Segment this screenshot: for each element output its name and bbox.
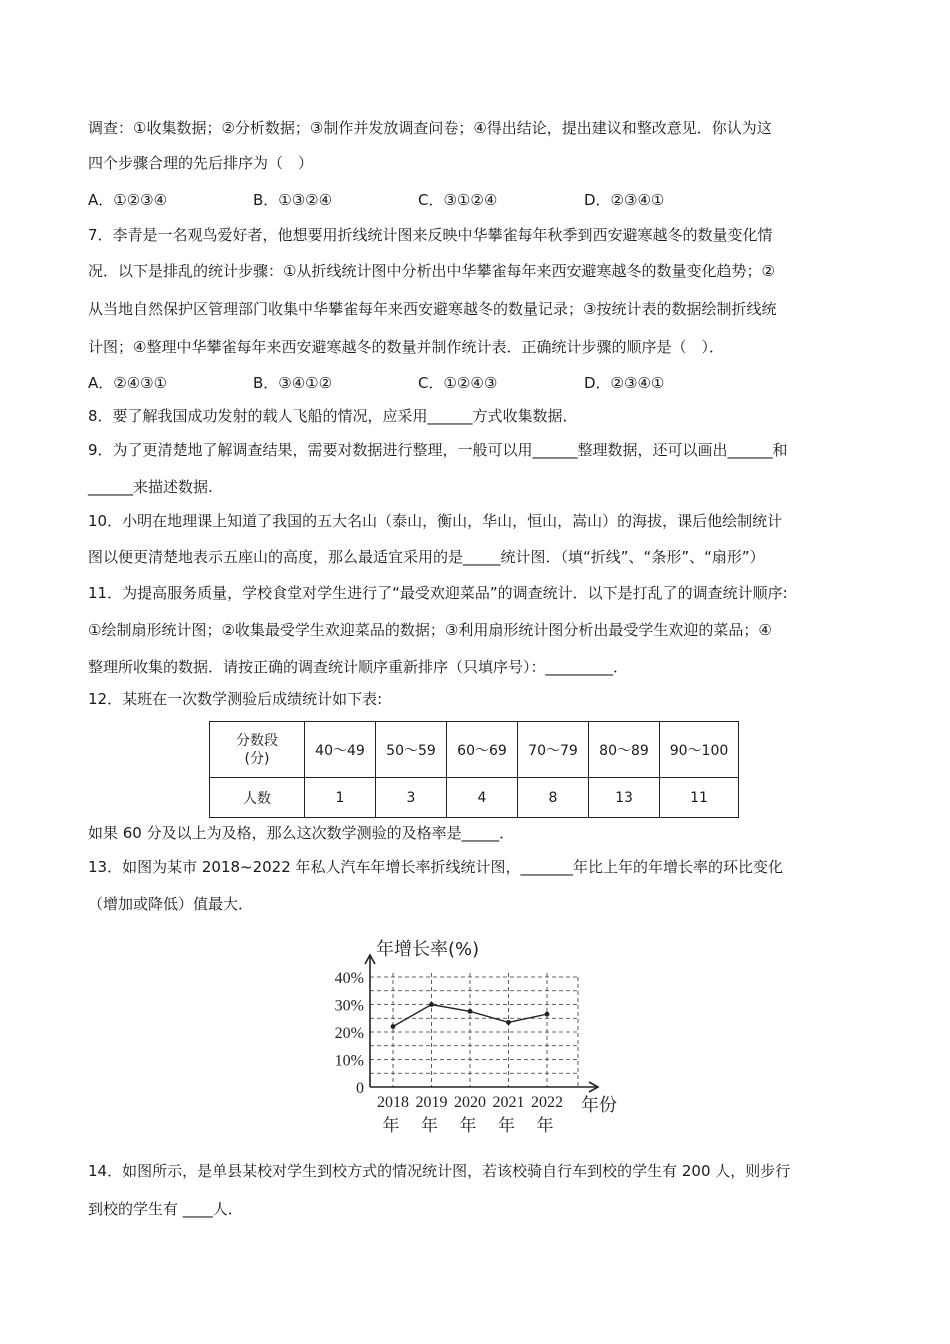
q11-line-2: ①绘制扇形统计图；②收集最受学生欢迎菜品的数据；③利用扇形统计图分析出最受学生欢迎的菜品；④ [88,621,772,639]
growth-rate-line-chart [320,935,640,1135]
q7-option-b: B．③④①② [253,374,333,392]
score-range-cell: 50～59 [376,722,447,778]
q14-line-2: 到校的学生有 ____人． [88,1200,243,1218]
y-tick-label: 20% [334,1025,364,1042]
x-tick-label: 2021 [492,1094,525,1111]
data-point [468,1009,473,1014]
data-point [545,1012,550,1017]
q7-option-c: C．①②④③ [418,374,498,392]
q12-line-1: 12．某班在一次数学测验后成绩统计如下表: [88,690,383,708]
score-header-line-1: 分数段 [236,732,278,749]
q9-line-2: ______来描述数据. [88,478,213,496]
q7-line-2: 况．以下是排乱的统计步骤：①从折线统计图中分析出中华攀雀每年来西安避寒越冬的数量变化趋势；② [88,262,775,280]
count-cell: 4 [447,778,518,818]
count-cell: 3 [376,778,447,818]
x-tick-suffix: 年 [536,1116,554,1135]
q7-option-a: A．②④③① [88,374,168,392]
q6-option-d: D．②③④① [584,191,665,209]
chart-title: 年增长率(%) [376,939,480,960]
q6-option-c: C．③①②④ [418,191,498,209]
count-cell: 13 [589,778,660,818]
data-point [391,1024,396,1029]
y-tick-label: 30% [334,997,364,1015]
q10-line-2: 图以便更清楚地表示五座山的高度，那么最适宜采用的是_____统计图．（填“折线”、“条形”、“扇形”） [88,548,765,566]
y-tick-label: 0 [356,1080,364,1097]
q7-option-d: D．②③④① [584,374,665,392]
q7-line-1: 7．李青是一名观鸟爱好者，他想要用折线统计图来反映中华攀雀每年秋季到西安避寒越冬的数量变化情 [88,226,773,244]
score-range-cell: 70～79 [518,722,589,778]
q9-line-1: 9．为了更清楚地了解调查结果，需要对数据进行整理，一般可以用______整理数据，还可以画出______和 [88,441,788,459]
q6-line-1: 调查：①收集数据；②分析数据；③制作并发放调查问卷；④得出结论，提出建议和整改意见．你认为这 [88,119,772,137]
q13-line-2: （增加或降低）值最大． [88,895,254,913]
q11-line-1: 11．为提高服务质量，学校食堂对学生进行了“最受欢迎菜品”的调查统计．以下是打乱了的调查统计顺序: [88,584,788,602]
q13-line-1: 13．如图为某市 2018~2022 年私人汽车年增长率折线统计图，_______年比上年的年增长率的环比变化 [88,858,784,876]
x-tick-label: 2019 [415,1094,448,1111]
x-tick-label: 2018 [377,1094,409,1111]
score-range-cell: 40～49 [305,722,376,778]
count-header-cell: 人数 [210,778,305,818]
score-header-cell [210,722,305,778]
q12-line-2: 如果 60 分及以上为及格，那么这次数学测验的及格率是_____． [88,824,515,842]
count-cell: 11 [660,778,739,818]
y-tick-label: 10% [334,1052,364,1070]
x-tick-suffix: 年 [421,1116,438,1135]
score-range-cell: 80～89 [589,722,660,778]
q8-line-1: 8．要了解我国成功发射的载人飞船的情况，应采用______方式收集数据． [88,407,578,425]
q6-line-2: 四个步骤合理的先后排序为（ ） [88,154,314,172]
q14-line-1: 14．如图所示，是单县某校对学生到校方式的情况统计图，若该校骑自行车到校的学生有 200 人，则步行 [88,1162,791,1180]
q11-line-3: 整理所收集的数据．请按正确的调查统计顺序重新排序（只填序号）：_________． [88,658,629,676]
q6-option-a: A．①②③④ [88,191,168,209]
score-range-cell: 90～100 [660,722,739,778]
q10-line-1: 10．小明在地理课上知道了我国的五大名山（泰山，衡山，华山，恒山，嵩山）的海拔，课后他绘制统计 [88,512,783,530]
x-tick-label: 2022 [531,1094,563,1111]
count-cell: 8 [518,778,589,818]
q7-line-3: 从当地自然保护区管理部门收集中华攀雀每年来西安避寒越冬的数量记录；③按统计表的数据绘制折线统 [88,300,777,318]
data-point [506,1020,511,1025]
score-header-line-2: (分) [244,750,270,767]
x-tick-label: 2020 [454,1094,486,1111]
score-range-cell: 60～69 [447,722,518,778]
x-tick-suffix: 年 [459,1116,477,1135]
count-cell: 1 [305,778,376,818]
score-table-count-row [210,778,739,818]
data-point [429,1002,434,1007]
q7-line-4: 计图；④整理中华攀雀每年来西安避寒越冬的数量并制作统计表．正确统计步骤的顺序是（ ）． [88,338,724,356]
x-tick-suffix: 年 [498,1116,515,1135]
score-table-header-row [210,722,739,778]
score-table [209,721,739,818]
y-tick-label: 40% [334,970,364,987]
q6-option-b: B．①③②④ [253,191,333,209]
x-tick-suffix: 年 [382,1116,400,1135]
x-axis-label: 年份 [581,1095,617,1116]
